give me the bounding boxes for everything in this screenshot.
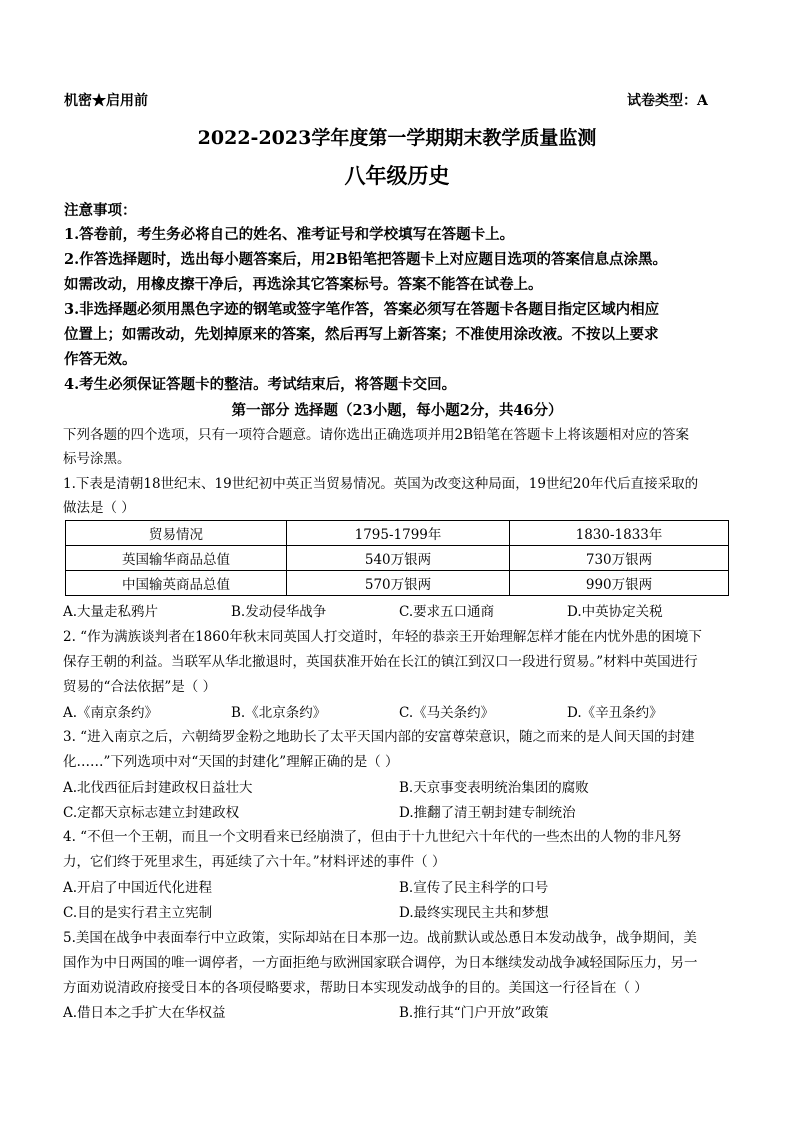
section-title: 第一部分 选择题（23小题，每小题2分，共46分）: [231, 402, 563, 419]
exam-subtitle: 八年级历史: [344, 163, 450, 188]
option-a: A.大量走私鸦片: [63, 604, 159, 620]
section-instruction: 下列各题的四个选项，只有一项符合题意。请你选出正确选项并用2B铅笔在答题卡上将该题相对应的答案: [63, 427, 690, 443]
question-2-text: 保存王朝的利益。当联军从华北撤退时，英国获准开始在长江的镇江到汉口一段进行贸易。”材料中英国进行: [63, 654, 698, 670]
option-c: C.目的是实行君主立宪制: [63, 905, 213, 921]
notice-line: 如需改动，用橡皮擦干净后，再选涂其它答案标号。答案不能答在试卷上。: [64, 276, 543, 293]
table-cell: 英国输华商品总值: [66, 546, 287, 571]
option-b: B.宣传了民主科学的口号: [399, 880, 549, 896]
table-cell: 570万银两: [287, 571, 510, 596]
option-c: C.定都天京标志建立封建政权: [63, 805, 240, 821]
question-2-text: 2. “作为满族谈判者在1860年秋末同英国人打交道时，年轻的恭亲王开始理解怎样才能在内忧外患的困境下: [63, 629, 702, 645]
section-instruction: 标号涂黑。: [63, 451, 131, 467]
table-header-row: [66, 521, 729, 546]
question-4-text: 力，它们终于死里求生，再延续了六十年。”材料评述的事件（ ）: [63, 854, 446, 870]
question-3-text: 化……”下列选项中对“天国的封建化”理解正确的是（ ）: [63, 754, 399, 770]
notice-line: 1.答卷前，考生务必将自己的姓名、准考证号和学校填写在答题卡上。: [64, 226, 515, 243]
option-d: D.中英协定关税: [567, 604, 663, 620]
option-a: A.北伐西征后封建政权日益壮大: [63, 780, 253, 796]
option-b: B.天京事变表明统治集团的腐败: [399, 780, 589, 796]
question-1-text: 做法是（ ）: [63, 500, 135, 516]
paper-type-label: 试卷类型：A: [627, 93, 708, 109]
option-b: B.《北京条约》: [231, 705, 327, 721]
question-5-text: 5.美国在战争中表面奉行中立政策，实际却站在日本那一边。战前默认或怂恿日本发动战争，战争期间，美: [63, 930, 697, 946]
question-2-text: 贸易的“合法依据”是（ ）: [63, 679, 217, 695]
trade-table: [65, 520, 729, 596]
option-c: C.要求五口通商: [399, 604, 495, 620]
option-b: B.发动侵华战争: [231, 604, 327, 620]
table-header-cell: 贸易情况: [66, 521, 287, 546]
table-header-cell: 1795-1799年: [287, 521, 510, 546]
notice-line: 作答无效。: [64, 351, 137, 368]
table-cell: 540万银两: [287, 546, 510, 571]
table-row: [66, 546, 729, 571]
option-d: D.最终实现民主共和梦想: [399, 905, 549, 921]
notice-line: 2.作答选择题时，选出每小题答案后，用2B铅笔把答题卡上对应题目选项的答案信息点涂黑。: [64, 251, 667, 268]
notice-line: 4.考生必须保证答题卡的整洁。考试结束后，将答题卡交回。: [64, 376, 457, 393]
table-cell: 中国输英商品总值: [66, 571, 287, 596]
table-row: [66, 571, 729, 596]
option-a: A.《南京条约》: [63, 705, 159, 721]
table-header-cell: 1830-1833年: [510, 521, 729, 546]
question-4-text: 4. “不但一个王朝，而且一个文明看来已经崩溃了，但由于十九世纪六十年代的一些杰出的人物的非凡努: [63, 829, 682, 845]
question-5-text: 方面劝说清政府接受日本的各项侵略要求，帮助日本实现发动战争的目的。美国这一行径旨在（ ）: [63, 980, 648, 996]
notice-line: 位置上；如需改动，先划掉原来的答案，然后再写上新答案；不准使用涂改液。不按以上要求: [64, 326, 659, 343]
option-a: A.开启了中国近代化进程: [63, 880, 213, 896]
exam-title: 2022-2023学年度第一学期期末教学质量监测: [197, 127, 597, 149]
notice-line: 3.非选择题必须用黑色字迹的钢笔或签字笔作答，答案必须写在答题卡各题目指定区域内相应: [64, 301, 660, 318]
question-5-text: 国作为中日两国的唯一调停者，一方面拒绝与欧洲国家联合调停，为日本继续发动战争减轻国际压力，另一: [63, 955, 698, 971]
table-cell: 990万银两: [510, 571, 729, 596]
notice-heading: 注意事项：: [64, 202, 137, 219]
confidential-label: 机密★启用前: [64, 93, 148, 109]
question-3-text: 3. “进入南京之后，六朝绮罗金粉之地助长了太平天国内部的安富尊荣意识，随之而来的是人间天国的封建: [63, 729, 695, 745]
option-d: D.推翻了清王朝封建专制统治: [399, 805, 576, 821]
option-b: B.推行其“门户开放”政策: [399, 1005, 549, 1021]
option-d: D.《辛丑条约》: [567, 705, 663, 721]
question-1-text: 1.下表是清朝18世纪末、19世纪初中英正当贸易情况。英国为改变这种局面，19世纪20年代后直接采取的: [63, 476, 699, 492]
table-cell: 730万银两: [510, 546, 729, 571]
option-c: C.《马关条约》: [399, 705, 495, 721]
option-a: A.借日本之手扩大在华权益: [63, 1005, 226, 1021]
